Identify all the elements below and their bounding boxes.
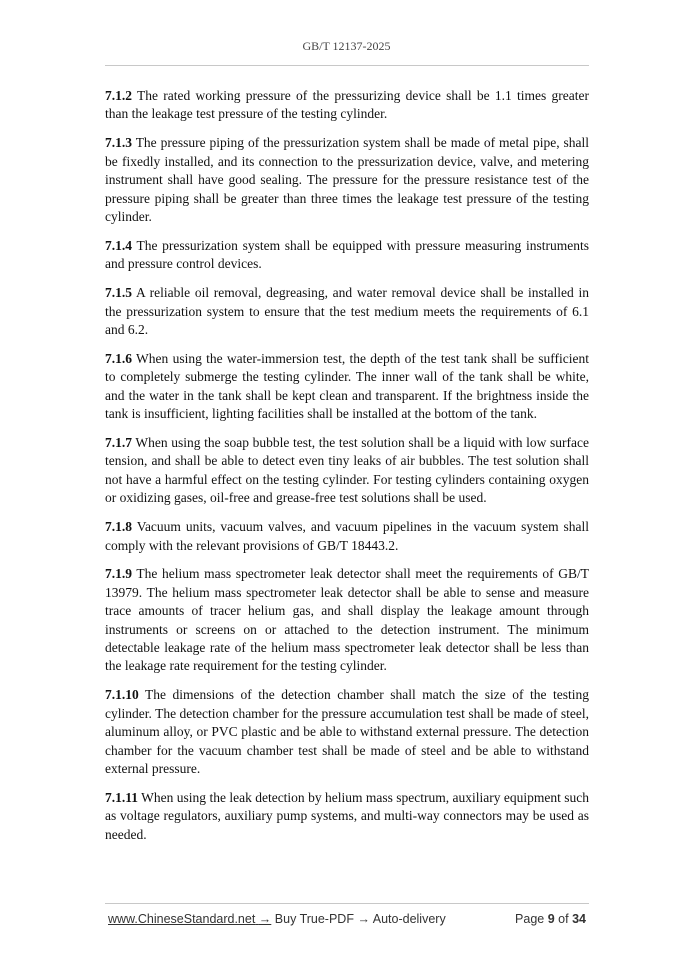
page-number <box>515 912 586 926</box>
document-body <box>105 87 589 855</box>
clause-text: The rated working pressure of the pressurizing device shall be 1.1 times greater than the leakage test pressure of the testing cylinder. <box>105 88 589 122</box>
clause-number: 7.1.9 <box>105 566 132 582</box>
clause-number: 7.1.5 <box>105 285 132 301</box>
clause-number: 7.1.10 <box>105 687 139 703</box>
clause-7-1-5 <box>105 284 589 339</box>
clause-7-1-9 <box>105 565 589 675</box>
page-of: of <box>558 912 569 926</box>
page-label: Page <box>515 912 545 926</box>
clause-7-1-7 <box>105 434 589 508</box>
clause-text: Vacuum units, vacuum valves, and vacuum pipelines in the vacuum system shall comply with the relevant provisions of GB/T 18443.2. <box>105 519 589 553</box>
clause-number: 7.1.4 <box>105 237 132 253</box>
clause-7-1-4 <box>105 237 589 274</box>
footer-divider <box>105 903 589 904</box>
clause-7-1-6 <box>105 350 589 424</box>
clause-7-1-8 <box>105 518 589 555</box>
header-divider <box>105 65 589 66</box>
auto-delivery-text: Auto-delivery <box>372 912 446 926</box>
document-code: GB/T 12137-2025 <box>302 39 391 53</box>
page-total: 34 <box>572 912 586 926</box>
clause-7-1-3 <box>105 134 589 226</box>
buy-pdf-text: Buy True-PDF <box>274 912 354 926</box>
clause-text: A reliable oil removal, degreasing, and water removal device shall be installed in the pressurization system to ensure that the test medium meets the requirements of 6.1 and 6.2. <box>105 285 589 337</box>
clause-number: 7.1.7 <box>105 435 132 450</box>
site-link[interactable] <box>108 912 271 926</box>
clause-number: 7.1.6 <box>105 350 132 366</box>
clause-text: The dimensions of the detection chamber shall match the size of the testing cylinder. The detection chamber for the pressure accumulation test shall be made of steel, aluminum alloy, or PVC plastic and be able to withstand external pressure. The detection chamber for the vacuum chamber test shall be made of steel and be able to withstand external pressure. <box>105 687 589 776</box>
clause-7-1-2 <box>105 87 589 124</box>
clause-text: The helium mass spectrometer leak detector shall meet the requirements of GB/T 13979. The helium mass spectrometer leak detector shall be able to sense and measure trace amounts of tracer helium gas, and shall display the leakage amount through instruments or screens on or attached to the detection instrument. The minimum detectable leakage rate of the helium mass spectrometer leak detector shall be less than the leakage rate requirement for the testing cylinder. <box>105 566 589 674</box>
clause-text: When using the soap bubble test, the test solution shall be a liquid with low surface tension, and shall be able to detect even tiny leaks of air bubbles. The test solution shall not have a harmful effect on the testing cylinder. For testing cylinders containing oxygen or oxidizing gases, oil-free and grease-free test solutions shall be used. <box>105 435 589 506</box>
clause-number: 7.1.11 <box>105 789 139 805</box>
clause-7-1-11 <box>105 789 589 844</box>
clause-number: 7.1.8 <box>105 519 132 535</box>
clause-text: When using the water-immersion test, the depth of the test tank shall be sufficient to completely submerge the testing cylinder. The inner wall of the tank shall be white, and the water in the tank shall be kept clean and transparent. If the brightness inside the tank is insufficient, lighting facilities shall be installed at the bottom of the tank. <box>105 350 589 422</box>
site-link-text: www.ChineseStandard.net <box>108 912 256 926</box>
arrow-right-icon: → <box>357 912 370 926</box>
page-current: 9 <box>547 912 555 926</box>
footer-links <box>108 912 446 926</box>
arrow-right-icon: → <box>258 912 272 926</box>
clause-text: The pressurization system shall be equipped with pressure measuring instruments and pressure control devices. <box>105 237 589 272</box>
clause-7-1-10 <box>105 686 589 778</box>
clause-number: 7.1.3 <box>105 135 132 151</box>
clause-text: The pressure piping of the pressurization system shall be made of metal pipe, shall be fixedly installed, and its connection to the pressurization device, valve, and metering instrument shall have good sealing. The pressure for the pressure resistance test of the pressure piping shall be greater than three times the leakage test pressure of the testing cylinder. <box>105 135 589 224</box>
clause-text: When using the leak detection by helium mass spectrum, auxiliary equipment such as voltage regulators, auxiliary pump systems, and multi-way connectors may be used as needed. <box>105 789 589 842</box>
clause-number: 7.1.2 <box>105 88 132 103</box>
